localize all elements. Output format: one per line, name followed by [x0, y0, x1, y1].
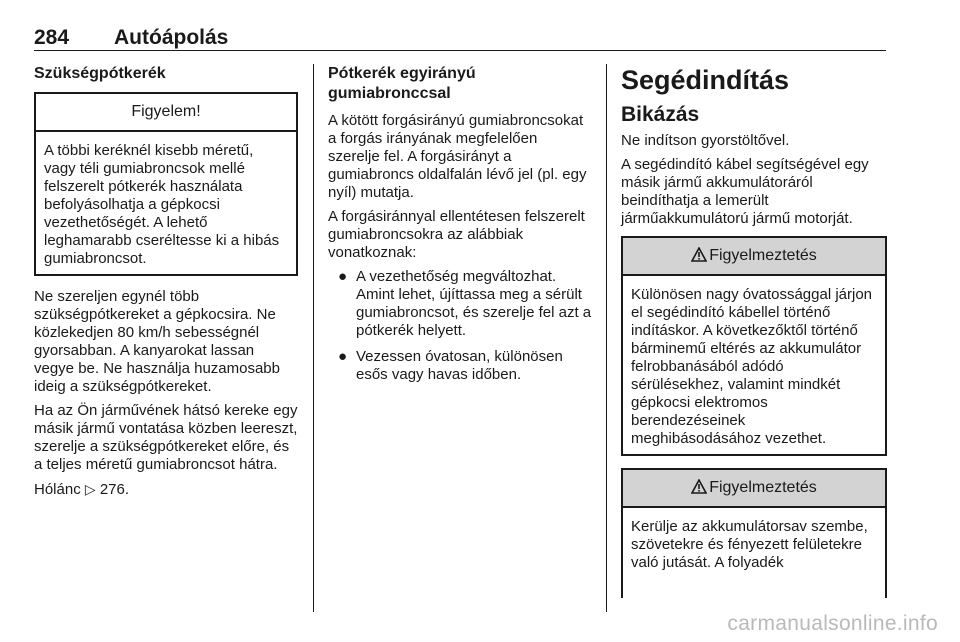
page-number: 284	[34, 26, 70, 49]
section-title-jump-start: Segédindítás	[621, 65, 790, 95]
paragraph: Ha az Ön járművének hátsó kereke egy másik jármű vontatása közben leereszt, szerelje a szükségpótkereket előre, és a teljes méretű gumiabroncsot hátra.	[34, 402, 298, 473]
paragraph: A forgásiránnyal ellentétesen felszerelt gumiabroncsokra az alábbiak vonatkoznak:	[328, 208, 585, 261]
section-title-directional-tyre: Pótkerék egyirányú gumiabronccsal	[328, 65, 476, 102]
cross-reference[interactable]	[34, 480, 298, 499]
warning-box-text: Kerülje az akkumulátorsav szembe, szövetekre és fényezett felületekre való jutását. A folyadék	[631, 518, 868, 571]
warning-triangle-icon	[691, 479, 707, 494]
list-item: ● A vezethetőség megváltozhat. Amint lehet, újíttassa meg a sérült gumiabroncsot, és szerelje fel azt a pótkerék helyett.	[338, 268, 592, 339]
paragraph: Ne indítson gyorstöltővel.	[621, 132, 790, 149]
warning-triangle-icon	[691, 247, 707, 262]
notice-box	[34, 92, 298, 276]
bullet-list	[328, 268, 592, 384]
notice-box-text: A többi keréknél kisebb méretű, vagy téli gumiabroncsok mellé felszerelt pótkerék használata befolyásolhatja a gépkocsi vezethetőségét. A lehető leghamarabb cseréltesse ki a hibás gumiabroncsot.	[44, 142, 280, 267]
page-header	[34, 26, 886, 51]
paragraph: A segédindító kábel segítségével egy másik jármű akkumulátoráról beindíthatja a lemerült járműakkumulátorú jármű motorját.	[621, 156, 869, 227]
subsection-title: Bikázás	[621, 103, 700, 126]
warning-box-header	[623, 470, 885, 508]
column-1	[34, 64, 298, 505]
warning-box-title: Figyelmeztetés	[709, 247, 817, 264]
warning-box-text: Különösen nagy óvatossággal járjon el segédindító kábellel történő indításkor. A következőktől történő bárminemű eltérés az akkumulátor felrobbanásából adódó sérülésekhez, valamint mindkét gépkocsi elektromos berendezéseinek meghibásodásához vezethet.	[631, 286, 873, 447]
bullet-icon: ●	[338, 348, 348, 365]
notice-box-title: Figyelem!	[36, 94, 296, 132]
chapter-title: Autóápolás	[114, 26, 229, 49]
warning-box-title: Figyelmeztetés	[709, 479, 817, 496]
column-2	[328, 64, 592, 392]
warning-box	[621, 468, 887, 598]
reference-label: Hólánc	[34, 481, 81, 498]
bullet-icon: ●	[338, 268, 348, 285]
reference-page: 276.	[99, 481, 130, 498]
reference-arrow-icon: ▷	[84, 481, 96, 497]
column-divider	[313, 64, 314, 612]
list-item: ● Vezessen óvatosan, különösen esős vagy havas időben.	[338, 348, 563, 383]
watermark: carmanualsonline.info	[727, 612, 938, 635]
column-3	[621, 64, 887, 598]
section-title-spare-wheel: Szükségpótkerék	[34, 65, 166, 82]
warning-box	[621, 236, 887, 456]
warning-box-header	[623, 238, 885, 276]
paragraph: Ne szereljen egynél több szükségpótkereket a gépkocsira. Ne közlekedjen 80 km/h sebességnél gyorsabban. A kanyarokat lassan vegye be. Ne használja huzamosabb ideig a szükségpótkereket.	[34, 288, 280, 395]
paragraph: A kötött forgásirányú gumiabroncsokat a forgás irányának megfelelően szerelje fel. A forgásirányt a gumiabroncs oldalfalán lévő jel (pl. egy nyíl) mutatja.	[328, 112, 587, 201]
column-divider	[606, 64, 607, 612]
